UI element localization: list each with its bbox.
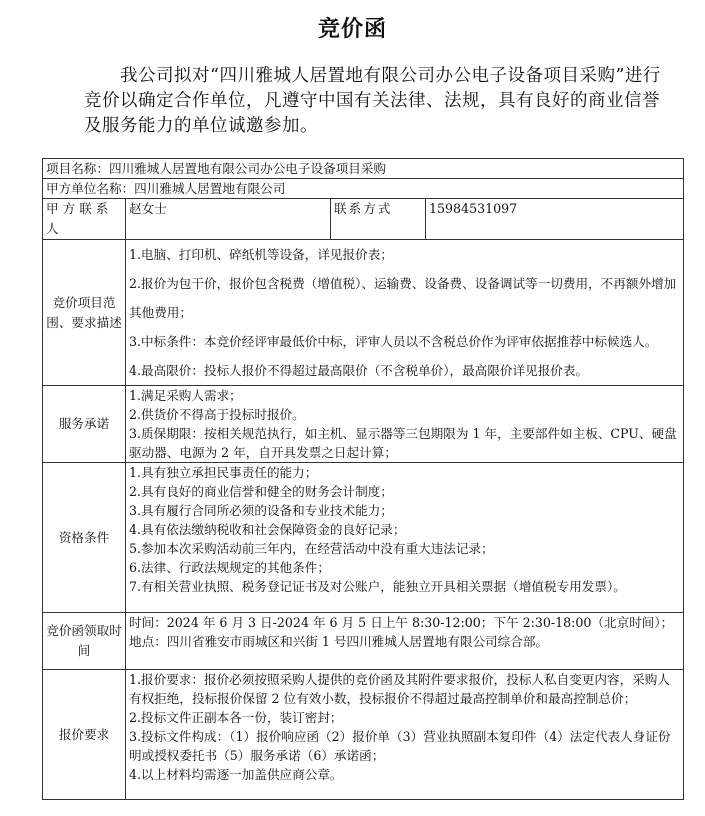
- qualification-item: 1.具有独立承担民事责任的能力；: [129, 465, 318, 480]
- party-name: 甲方单位名称：四川雅城人居置地有限公司: [43, 179, 684, 199]
- scope-label: 竞价项目范围、要求描述: [43, 240, 126, 386]
- contact-name: 赵女士: [126, 199, 331, 240]
- scope-item: 1.电脑、打印机、碎纸机等设备，详见报价表；: [129, 247, 393, 262]
- pickup-time: 时间：2024 年 6 月 3 日-2024 年 6 月 5 日上午 8:30-12:00；下午 2:30-18:00（北京时间）；: [129, 615, 674, 630]
- bid-info-table: [42, 158, 684, 800]
- qualification-item: 5.参加本次采购活动前三年内，在经营活动中没有重大违法记录；: [129, 541, 494, 556]
- service-label: 服务承诺: [43, 386, 126, 463]
- qualification-item: 4.具有依法缴纳税收和社会保障资金的良好记录；: [129, 522, 406, 537]
- qualification-item: 7.有相关营业执照、税务登记证书及对公账户，能独立开具相关票据（增值税专用发票）。: [129, 579, 626, 594]
- service-content: [126, 386, 684, 463]
- service-item: 1.满足采购人需求；: [129, 388, 242, 403]
- quote-label: 报价要求: [43, 670, 126, 800]
- document-title: 竞价函: [317, 16, 387, 42]
- scope-content: [126, 240, 684, 386]
- qualification-content: [126, 463, 684, 613]
- service-item: 3.质保期限：按相关规范执行，如主机、显示器等三包期限为 1 年，主要部件如主板、CPU、硬盘驱动器、电源为 2 年，自开具发票之日起计算；: [129, 426, 677, 460]
- contact-label: 甲方联系人: [43, 199, 126, 240]
- contact-method-label: 联系方式: [331, 199, 426, 240]
- qualification-label: 资格条件: [43, 463, 126, 613]
- scope-item: 3.中标条件：本竞价经评审最低价中标，评审人员以不含税总价作为评审依据推荐中标候选人。: [129, 334, 658, 349]
- qualification-item: 6.法律、行政法规规定的其他条件；: [129, 560, 330, 575]
- qualification-item: 3.具有履行合同所必须的设备和专业技术能力；: [129, 503, 393, 518]
- pickup-time-label: 竞价函领取时间: [43, 613, 126, 670]
- scope-item: 4.最高限价：投标人报价不得超过最高限价（不含税单价），最高限价详见报价表。: [129, 363, 589, 378]
- pickup-location: 地点：四川省雅安市雨城区和兴街 1 号四川雅城人居置地有限公司综合部。: [129, 634, 549, 649]
- scope-item: 2.报价为包干价，报价包含税费（增值税）、运输费、设备费、设备调试等一切费用，不再额外增加其他费用；: [129, 276, 677, 320]
- quote-content: [126, 670, 684, 800]
- quote-item: 2.投标文件正副本各一份，装订密封；: [129, 710, 343, 725]
- project-name: 项目名称：四川雅城人居置地有限公司办公电子设备项目采购: [43, 159, 684, 179]
- quote-item: 1.报价要求：报价必须按照采购人提供的竞价函及其附件要求报价，投标人私自变更内容，采购人有权拒绝，投标报价保留 2 位有效小数，投标报价不得超过最高控制单价和最高控制总价；: [129, 672, 670, 706]
- quote-item: 4.以上材料均需逐一加盖供应商公章。: [129, 767, 343, 782]
- service-item: 2.供货价不得高于投标时报价。: [129, 407, 305, 422]
- qualification-item: 2.具有良好的商业信誉和健全的财务会计制度；: [129, 484, 393, 499]
- pickup-time-content: [126, 613, 684, 670]
- quote-item: 3.投标文件构成：（1）报价响应函（2）报价单（3）营业执照副本复印件（4）法定代表人身证份明或授权委托书（5）服务承诺（6）承诺函；: [129, 729, 671, 763]
- intro-paragraph: 我公司拟对“四川雅城人居置地有限公司办公电子设备项目采购”进行竞价以确定合作单位，凡遵守中国有关法律、法规，具有良好的商业信誉及服务能力的单位诚邀参加。: [84, 66, 661, 136]
- contact-phone: 15984531097: [426, 199, 684, 240]
